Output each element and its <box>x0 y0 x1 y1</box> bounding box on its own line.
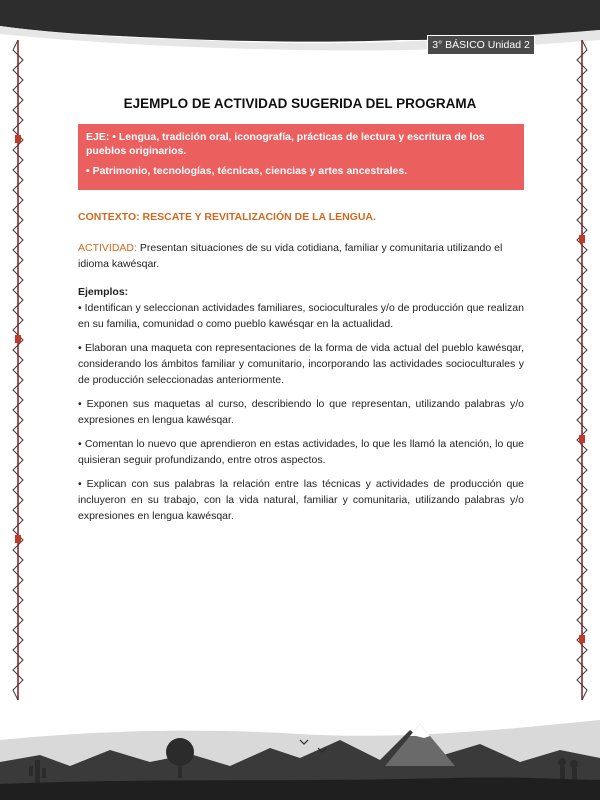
eje-line-2: • Patrimonio, tecnologías, técnicas, ciencias y artes ancestrales. <box>86 165 408 177</box>
decorative-border-right <box>576 40 588 700</box>
grade-badge: 3° BÁSICO Unidad 2 <box>427 35 535 55</box>
example-item: • Identifican y seleccionan actividades familiares, socioculturales y/o de producción que realizan en su familia, comunidad o como pueblo kawésqar en la actualidad. <box>78 302 524 330</box>
example-item: • Elaboran una maqueta con representaciones de la forma de vida actual del pueblo kawésqar, considerando los ámbitos familiar y comunitario, incorporando las actividades socioculturales y de producción seleccionadas anteriormente. <box>78 342 524 386</box>
activity-paragraph <box>78 240 524 272</box>
examples-section <box>78 285 524 532</box>
example-item: • Exponen sus maquetas al curso, describiendo lo que representan, utilizando palabras y/o expresiones en lengua kawésqar. <box>78 398 524 426</box>
page-title: EJEMPLO DE ACTIVIDAD SUGERIDA DEL PROGRAMA <box>123 96 477 111</box>
example-item: • Explican con sus palabras la relación entre las técnicas y actividades de producción que incluyeron en su trabajo, con la vida natural, familiar y comunitaria, utilizando palabras y/o expresiones en lengua kawésqar. <box>78 478 524 522</box>
contexto-heading: CONTEXTO: RESCATE Y REVITALIZACIÓN DE LA LENGUA. <box>78 211 376 223</box>
eje-box <box>78 124 524 190</box>
footer-landscape-illustration <box>0 700 600 800</box>
activity-label: ACTIVIDAD: <box>78 242 137 254</box>
example-item: • Comentan lo nuevo que aprendieron en estas actividades, lo que les llamó la atención, lo que quisieran seguir profundizando, entre otros aspectos. <box>78 438 524 466</box>
eje-line-1: EJE: • Lengua, tradición oral, iconografía, prácticas de lectura y escritura de los pueblos originarios. <box>86 131 485 157</box>
examples-heading: Ejemplos: <box>78 286 129 298</box>
activity-text: Presentan situaciones de su vida cotidiana, familiar y comunitaria utilizando el idioma kawésqar. <box>78 242 503 270</box>
decorative-border-left <box>12 40 24 700</box>
